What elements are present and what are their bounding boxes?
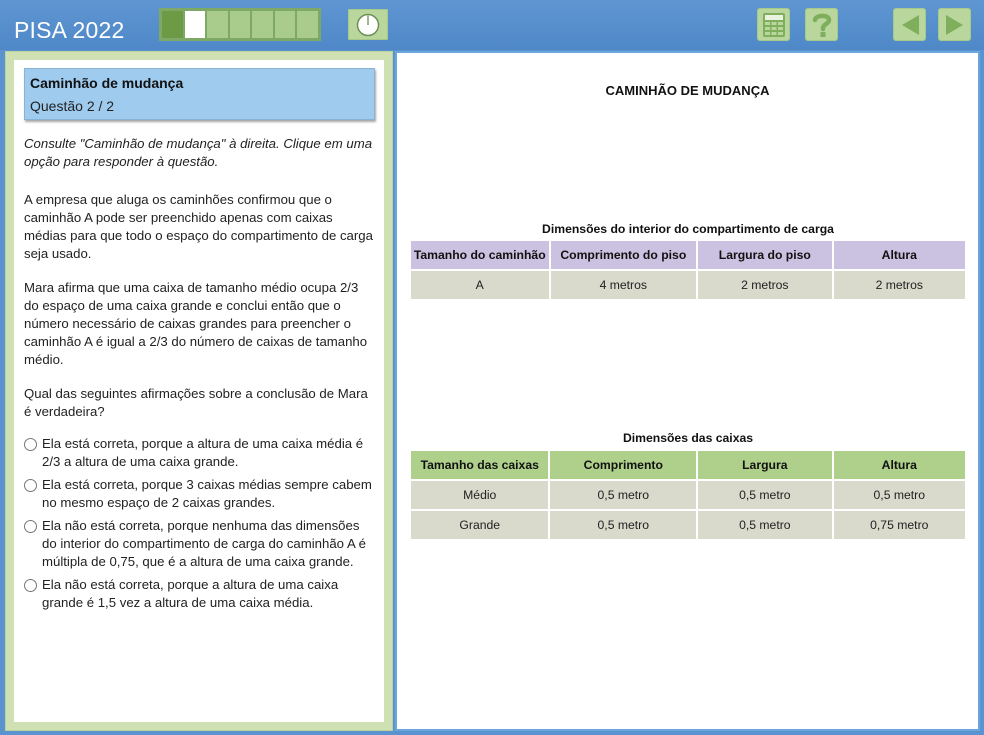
stimulus-title: CAMINHÃO DE MUDANÇA [605,83,770,98]
answer-options [24,435,374,612]
box-dimensions-table [409,449,967,541]
table-cell: 0,5 metro [833,480,966,510]
option-label: Ela está correta, porque a altura de uma caixa média é 2/3 a altura de uma caixa grande. [42,436,364,469]
triangle-right-icon [944,13,966,37]
app-title: PISA 2022 [14,17,125,43]
clock-icon [356,13,380,37]
claim-paragraph: Mara afirma que uma caixa de tamanho médio ocupa 2/3 do espaço de uma caixa grande e conclui então que o número necessário de caixas grandes para preencher o caminhão A é igual a 2/3 do número de caixas de tamanho médio. [24,280,368,367]
help-button[interactable] [805,8,838,41]
calculator-icon [762,12,786,38]
table-cell: 0,5 metro [697,510,832,540]
table-cell: 0,5 metro [549,510,697,540]
question-mark-icon [811,12,833,38]
column-header: Altura [833,240,966,270]
top-bar [0,0,984,50]
stimulus-panel [395,51,980,731]
option-label: Ela está correta, porque 3 caixas médias sempre cabem no mesmo espaço de 2 caixas grandes. [42,477,372,510]
option-label: Ela não está correta, porque a altura de uma caixa grande é 1,5 vez a altura de uma caixa média. [42,577,339,610]
table-cell: 2 metros [833,270,966,300]
answer-option-4[interactable] [24,576,374,612]
instruction-text: Consulte "Caminhão de mudança" à direita. Clique em uma opção para responder à questão. [24,136,373,169]
box-table-caption: Dimensões das caixas [622,431,754,445]
column-header: Altura [833,450,966,480]
progress-segment [297,11,318,38]
option-label: Ela não está correta, porque nenhuma das dimensões do interior do compartimento de carga do caminhão A é múltipla de 0,75, que é a altura de uma caixa grande. [42,518,367,569]
column-header: Comprimento [549,450,697,480]
question-panel-content [14,60,384,722]
answer-option-3[interactable] [24,517,374,571]
column-header: Largura [697,450,832,480]
table-cell: 0,75 metro [833,510,966,540]
question-title: Caminhão de mudança [30,75,184,91]
truck-table-caption: Dimensões do interior do compartimento de carga [542,222,834,236]
question-body [24,135,374,617]
column-header: Largura do piso [697,240,832,270]
context-paragraph: A empresa que aluga os caminhões confirmou que o caminhão A pode ser preenchido apenas com caixas médias para que todo o espaço do compartimento de carga seja usado. [24,192,373,261]
table-cell: 2 metros [697,270,832,300]
table-row [410,480,966,510]
radio-button[interactable] [24,579,37,592]
radio-button[interactable] [24,438,37,451]
table-row [410,270,966,300]
next-button[interactable] [938,8,971,41]
question-panel [5,51,393,731]
timer-button[interactable] [348,9,388,40]
radio-button[interactable] [24,520,37,533]
table-cell: 4 metros [550,270,698,300]
progress-indicator [159,8,321,41]
progress-segment [230,11,251,38]
calculator-button[interactable] [757,8,790,41]
question-prompt: Qual das seguintes afirmações sobre a conclusão de Mara é verdadeira? [24,386,368,419]
table-cell: Grande [410,510,549,540]
truck-dimensions-table [409,239,967,301]
previous-button[interactable] [893,8,926,41]
progress-segment [252,11,273,38]
column-header: Tamanho do caminhão [410,240,550,270]
progress-segment [275,11,296,38]
progress-segment [207,11,228,38]
table-row [410,510,966,540]
progress-segment-current [185,11,206,38]
column-header: Comprimento do piso [550,240,698,270]
table-cell: 0,5 metro [697,480,832,510]
triangle-left-icon [899,13,921,37]
question-header [24,68,375,120]
progress-segment-completed [162,11,183,38]
table-cell: 0,5 metro [549,480,697,510]
table-header-row [410,240,966,270]
answer-option-2[interactable] [24,476,374,512]
table-header-row [410,450,966,480]
table-cell: Médio [410,480,549,510]
table-cell: A [410,270,550,300]
radio-button[interactable] [24,479,37,492]
column-header: Tamanho das caixas [410,450,549,480]
answer-option-1[interactable] [24,435,374,471]
question-counter: Questão 2 / 2 [30,98,115,114]
